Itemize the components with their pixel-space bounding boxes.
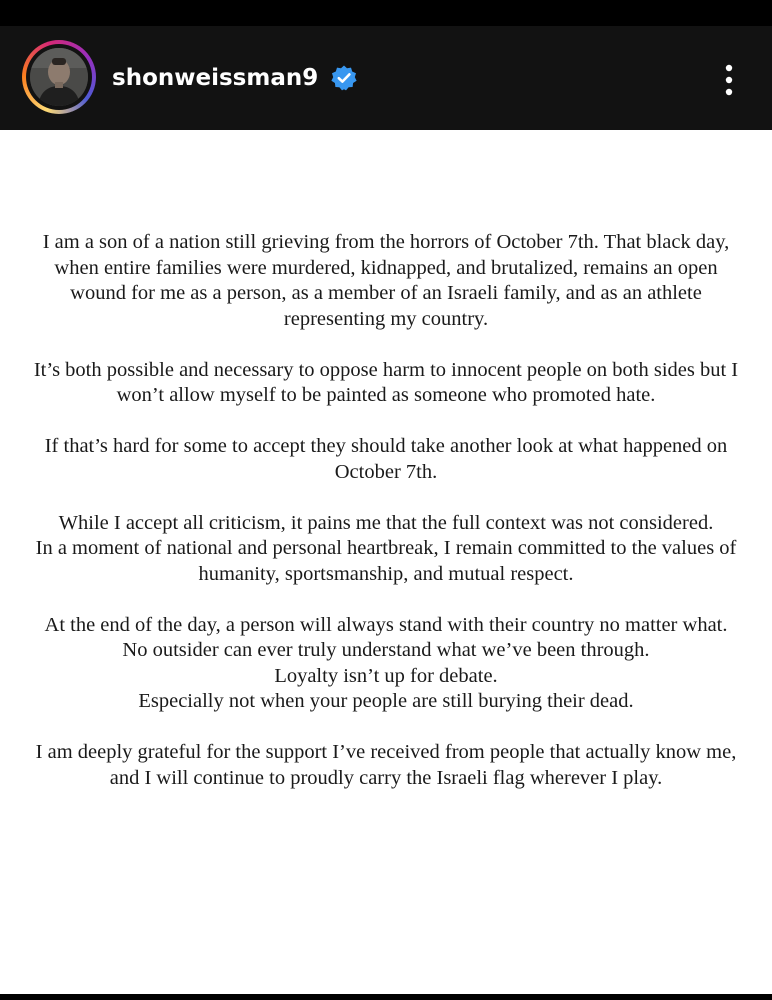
statement-line: At the end of the day, a person will always stand with their country no matter what.: [44, 613, 728, 636]
statement-paragraph: [24, 230, 748, 332]
statement-line: I am deeply grateful for the support I’ve received from people that actually know me, and I will continue to proudly carry the Israeli flag wherever I play.: [35, 741, 737, 789]
statement-line: I am a son of a nation still grieving from the horrors of October 7th. That black day, when entire families were murdered, kidnapped, and brutalized, remains an open wound for me as a person, as a member of an Israeli family, and as an athlete representing my country.: [42, 231, 730, 330]
statement-paragraph: [24, 434, 748, 485]
username[interactable]: shonweissman9: [112, 65, 319, 91]
statement-line: No outsider can ever truly understand what we’ve been through.: [122, 639, 650, 661]
statement-line: Especially not when your people are still burying their dead.: [138, 690, 634, 712]
post-statement: [24, 230, 748, 817]
more-vertical-icon[interactable]: [714, 62, 744, 98]
statement-line: In a moment of national and personal heartbreak, I remain committed to the values of humanity, sportsmanship, and mutual respect.: [35, 537, 737, 585]
post-image: [0, 130, 772, 994]
avatar-gap: [26, 44, 92, 110]
statement-paragraph: [24, 613, 748, 715]
avatar[interactable]: [30, 48, 88, 106]
statement-line: Loyalty isn’t up for debate.: [274, 664, 498, 687]
statement-line: If that’s hard for some to accept they should take another look at what happened on October 7th.: [44, 435, 728, 483]
verified-badge-icon: [330, 64, 358, 92]
statement-paragraph: [24, 511, 748, 588]
post-header: [0, 26, 772, 130]
statement-line: It’s both possible and necessary to oppose harm to innocent people on both sides but I won’t allow myself to be painted as someone who promoted hate.: [33, 358, 739, 406]
status-bar: [0, 0, 772, 26]
statement-paragraph: [24, 358, 748, 409]
statement-line: While I accept all criticism, it pains me that the full context was not considered.: [58, 511, 714, 534]
bottom-bar: [0, 994, 772, 1000]
profile-photo-icon: [30, 48, 88, 106]
statement-paragraph: [24, 740, 748, 791]
story-ring[interactable]: [22, 40, 96, 114]
